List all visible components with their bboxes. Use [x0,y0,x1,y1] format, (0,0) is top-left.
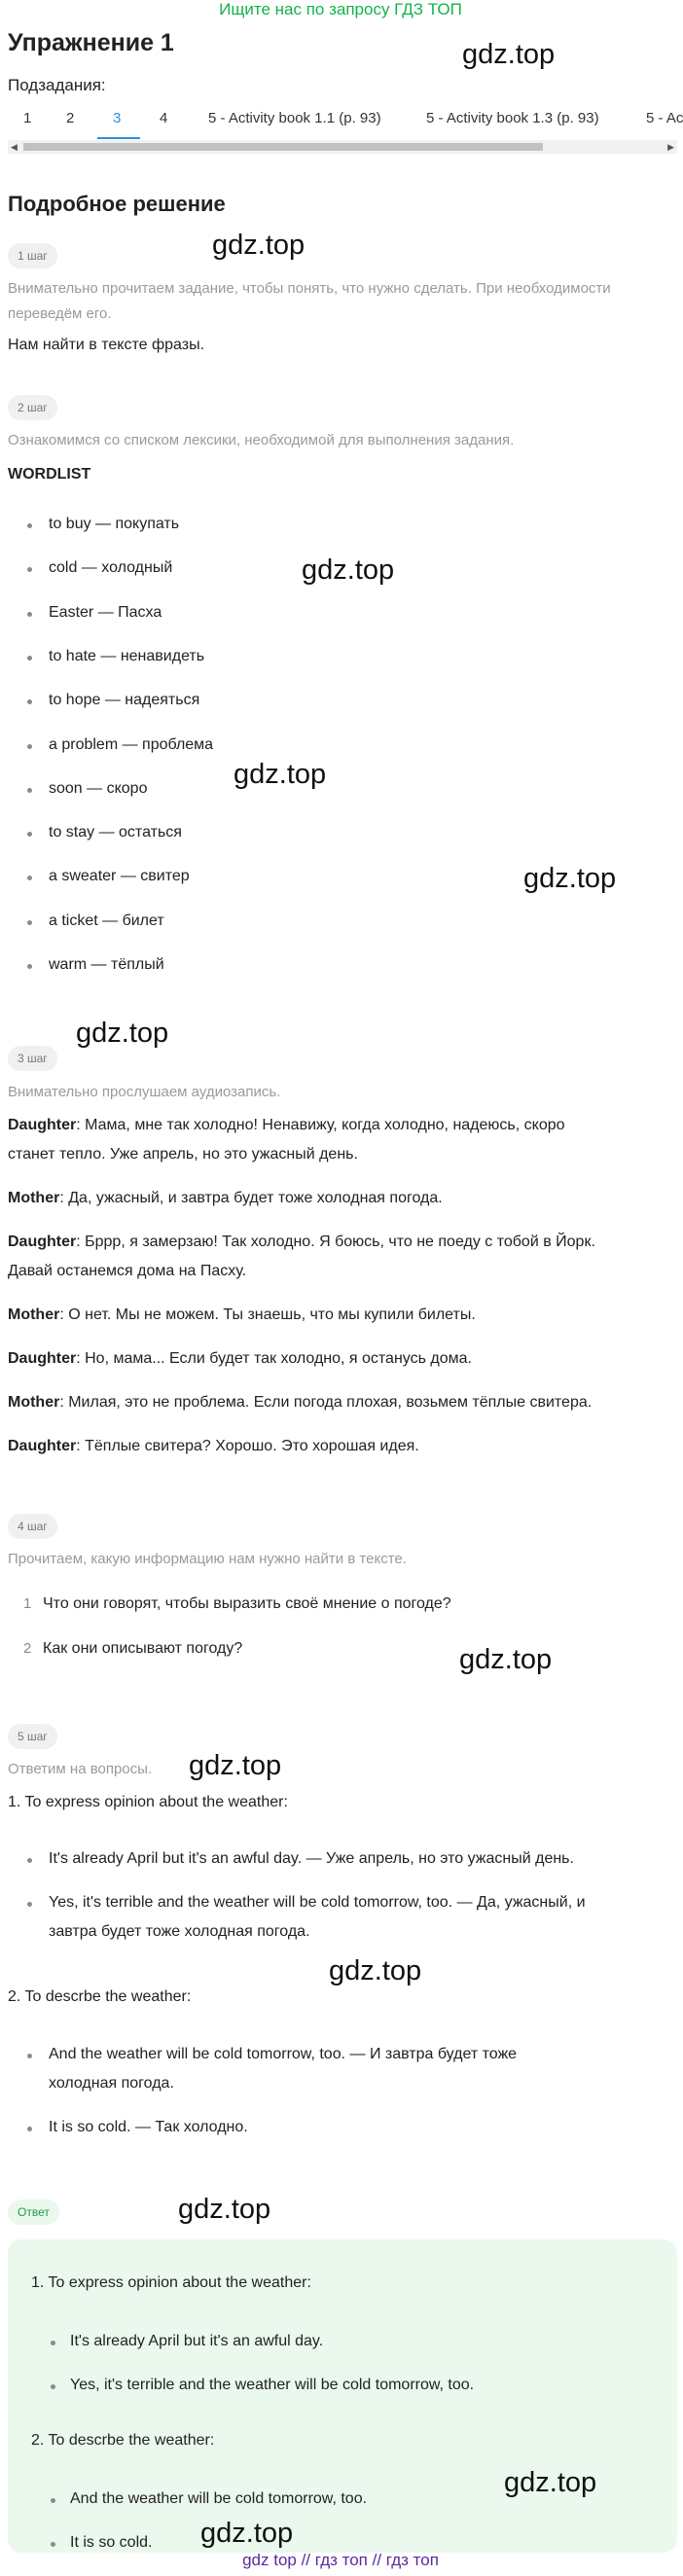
tabs-scrollbar[interactable] [8,140,677,154]
step-5-badge: 5 шаг [8,1724,57,1749]
bullet [51,2498,55,2503]
tab-5-more[interactable]: 5 - Ac [646,110,683,126]
answer-line: It's already April but it's an awful day. — Уже апрель, но это ужасный день. [49,1850,574,1867]
step-3-note: Внимательно прослушаем аудиозапись. [8,1084,281,1100]
step-2-badge: 2 шаг [8,395,57,420]
bullet [51,2542,55,2547]
subtasks-label: Подзадания: [8,76,106,94]
step-5-note: Ответим на вопросы. [8,1761,153,1777]
question-text: Что они говорят, чтобы выразить своё мнение о погоде? [43,1595,451,1612]
watermark: gdz.top [459,1644,553,1675]
wordlist-item: warm — тёплый [49,956,164,973]
answer-line: Yes, it's terrible and the weather will be cold tomorrow, too. — Да, ужасный, и [49,1894,586,1911]
question-text: Как они описывают погоду? [43,1640,243,1657]
bullet [27,788,32,793]
watermark: gdz.top [76,1018,169,1049]
bullet [27,612,32,617]
step-1-note: Внимательно прочитаем задание, чтобы понять, что нужно сделать. При необходимости переведём его. [8,280,611,322]
tab-3[interactable]: 3 [113,110,122,126]
dialogue-line-cont: станет тепло. Уже апрель, но это ужасный день. [8,1146,358,1163]
answer-item: Yes, it's terrible and the weather will be cold tomorrow, too. [70,2377,475,2393]
wordlist-item: to hope — надеяться [49,692,200,709]
dialogue-line [8,1434,677,1459]
answer-item: And the weather will be cold tomorrow, too. [70,2490,368,2507]
watermark: gdz.top [178,2194,271,2225]
watermark: gdz.top [329,1955,422,1986]
answer-item: It's already April but it's an awful day. [70,2333,324,2349]
bullet [27,2127,32,2131]
bullet [51,2341,55,2345]
bullet [27,876,32,880]
speaker-text: : Тёплые свитера? Хорошо. Это хорошая идея. [76,1438,419,1454]
watermark: gdz.top [234,759,327,790]
speaker-text: : Бррр, я замерзаю! Так холодно. Я боюсь, что не поеду с тобой в Йорк. [76,1234,595,1250]
page-title: Упражнение 1 [8,29,174,56]
wordlist-item: Easter — Пасха [49,603,162,621]
step-1-badge: 1 шаг [8,243,57,268]
step-3-badge: 3 шаг [8,1046,57,1071]
bullet [27,2054,32,2058]
wordlist-item: a problem — проблема [49,735,214,753]
bullet [27,567,32,572]
tab-2[interactable]: 2 [66,110,75,126]
answer-item: It is so cold. [70,2534,153,2551]
watermark: gdz.top [523,863,617,894]
bullet [51,2384,55,2389]
dialogue-line-cont: Давай останемся дома на Пасху. [8,1263,247,1279]
step-1-text: Нам найти в тексте фразы. [8,337,205,353]
watermark: gdz.top [462,39,556,70]
subtask-tabs [8,107,683,140]
step-4-badge: 4 шаг [8,1514,57,1539]
answer-question-2: 2. To descrbe the weather: [31,2432,215,2449]
bullet [27,1902,32,1907]
answer-line-cont: завтра будет тоже холодная погода. [49,1923,310,1940]
wordlist-item: to buy — покупать [49,516,180,532]
footer-links[interactable]: gdz top // гдз топ // гдз топ [242,2551,439,2569]
wordlist-item: cold — холодный [49,559,173,577]
solution-heading: Подробное решение [8,192,226,216]
step-4-note: Прочитаем, какую информацию нам нужно найти в тексте. [8,1551,407,1567]
speaker-text: : Мама, мне так холодно! Ненавижу, когда холодно, надеюсь, скоро [76,1117,565,1133]
speaker-name: Daughter [8,1117,77,1133]
wordlist-title: WORDLIST [8,466,91,483]
dialogue-line [8,1303,677,1328]
step-5-question-1: 1. To express opinion about the weather: [8,1794,288,1810]
speaker-text: : О нет. Мы не можем. Ты знаешь, что мы купили билеты. [59,1306,476,1323]
dialogue-line [8,1390,677,1415]
watermark: gdz.top [302,555,395,586]
tab-4[interactable]: 4 [160,110,168,126]
speaker-text: : Но, мама... Если будет так холодно, я останусь дома. [76,1350,472,1367]
scroll-thumb[interactable] [23,143,543,151]
speaker-name: Mother [8,1306,60,1323]
dialogue-line [8,1230,677,1255]
speaker-name: Daughter [8,1438,77,1454]
speaker-name: Mother [8,1394,60,1411]
bullet [27,1858,32,1863]
speaker-name: Daughter [8,1350,77,1367]
bullet [27,523,32,528]
watermark: gdz.top [189,1750,282,1781]
bullet [27,920,32,925]
search-banner: Ищите нас по запросу ГДЗ ТОП [219,0,462,18]
answer-line-cont: холодная погода. [49,2075,174,2092]
bullet [27,699,32,704]
watermark: gdz.top [200,2518,294,2549]
bullet [27,964,32,969]
bullet [27,744,32,749]
wordlist-item: to hate — ненавидеть [49,647,205,664]
speaker-text: : Милая, это не проблема. Если погода плохая, возьмем тёплые свитера. [59,1394,593,1411]
watermark: gdz.top [504,2467,597,2498]
wordlist-item: a sweater — свитер [49,868,190,885]
dialogue-line [8,1113,677,1138]
dialogue-line [8,1186,677,1211]
speaker-name: Daughter [8,1234,77,1250]
scroll-left-icon[interactable]: ◀ [11,142,18,152]
answer-line: And the weather will be cold tomorrow, too. — И завтра будет тоже [49,2046,518,2062]
active-tab-indicator [97,137,140,139]
scroll-right-icon[interactable]: ▶ [667,142,674,152]
bullet [27,832,32,837]
bullet [27,656,32,661]
step-5-question-2: 2. To descrbe the weather: [8,1988,192,2005]
wordlist-item: a ticket — билет [49,912,164,929]
answer-tag: Ответ [8,2200,59,2225]
answer-line: It is so cold. — Так холодно. [49,2119,248,2135]
wordlist-item: to stay — остаться [49,824,182,841]
speaker-text: : Да, ужасный, и завтра будет тоже холодная погода. [59,1190,443,1206]
question-number: 2 [23,1640,32,1657]
answer-question-1: 1. To express opinion about the weather: [31,2274,311,2291]
watermark: gdz.top [212,230,306,261]
wordlist-item: soon — скоро [49,779,148,797]
tab-1[interactable]: 1 [23,110,32,126]
answer-box [8,2239,677,2553]
question-number: 1 [23,1595,32,1612]
tab-5-activity-1-1[interactable]: 5 - Activity book 1.1 (p. 93) [208,110,381,126]
dialogue-line [8,1346,677,1372]
speaker-name: Mother [8,1190,60,1206]
tab-5-activity-1-3[interactable]: 5 - Activity book 1.3 (p. 93) [426,110,599,126]
step-2-note: Ознакомимся со списком лексики, необходимой для выполнения задания. [8,432,515,448]
